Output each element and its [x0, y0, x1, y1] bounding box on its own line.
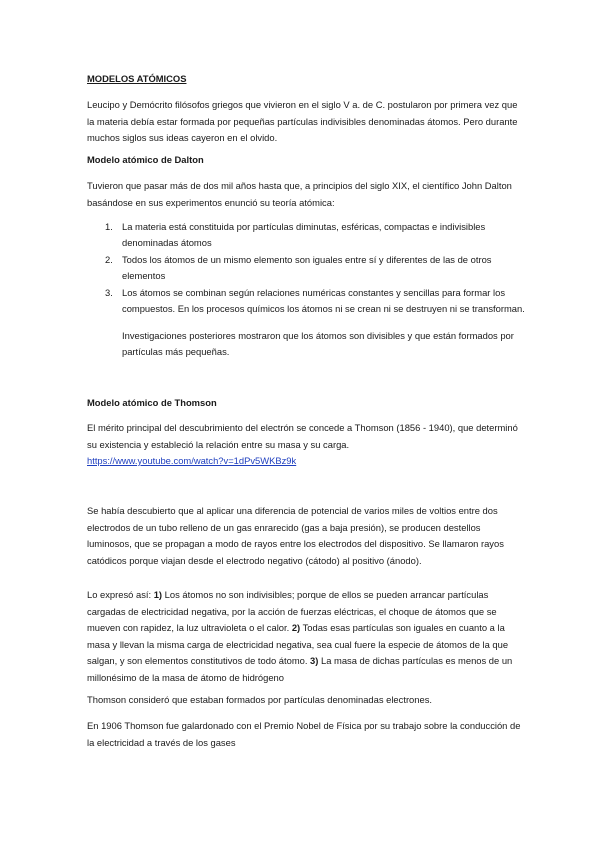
dalton-list	[87, 219, 527, 317]
list-item	[87, 219, 527, 252]
thomson-paragraph-2: Se había descubierto que al aplicar una diferencia de potencial de varios miles de voltios entre dos electrodos de un tubo relleno de un gas enrarecido (gas a baja presión), se producen destellos luminosos, que se propagan a modo de rayos entre los electrodos del dispositivo. Se llamaron rayos catódicos porque viajan desde el electrodo negativo (cátodo) al positivo (ánodo).	[87, 505, 504, 566]
list-item	[87, 285, 527, 318]
list-item-text: La materia está constituida por partículas diminutas, esféricas, compactas e indivisibles denominadas átomos	[122, 221, 486, 249]
p3-intro: Lo expresó así:	[87, 589, 154, 600]
list-item-number: 1.	[105, 221, 113, 232]
dalton-note: Investigaciones posteriores mostraron que los átomos son divisibles y que están formados por partículas más pequeñas.	[122, 330, 514, 358]
video-link[interactable]: https://www.youtube.com/watch?v=1dPv5WKBz9k	[87, 455, 297, 466]
thomson-heading: Modelo atómico de Thomson	[87, 397, 217, 408]
dalton-heading: Modelo atómico de Dalton	[87, 154, 204, 165]
thomson-paragraph-4: Thomson consideró que estaban formados por partículas denominadas electrones.	[87, 694, 432, 705]
list-item-text: Los átomos se combinan según relaciones numéricas constantes y sencillas para formar los compuestos. En los procesos químicos los átomos ni se crean ni se destruyen ni se transforman.	[122, 286, 525, 315]
dalton-paragraph: Tuvieron que pasar más de dos mil años hasta que, a principios del siglo XIX, el científico John Dalton basándose en sus experimentos enunció su teoría atómica:	[87, 180, 512, 208]
thomson-paragraph-3	[87, 587, 527, 687]
thomson-paragraph-1: El mérito principal del descubrimiento del electrón se concede a Thomson (1856 - 1940), que determinó su existencia y estableció la relación entre su masa y su carga.	[87, 422, 518, 450]
document-title: MODELOS ATÓMICOS	[87, 73, 187, 84]
p3-number-3: 3)	[310, 655, 319, 667]
list-item-text: Todos los átomos de un mismo elemento son iguales entre sí y diferentes de las de otros elementos	[122, 253, 492, 282]
thomson-paragraph-5: En 1906 Thomson fue galardonado con el Premio Nobel de Física por su trabajo sobre la conducción de la electricidad a través de los gases	[87, 720, 521, 748]
p3-text-3: La masa de dichas partículas es menos de un millonésimo de la masa de átomo de hidrógeno	[87, 655, 513, 683]
p3-text-2: Todas esas partículas son iguales en cuanto a la masa y llevan la misma carga de electricidad negativa, sea cual fuere la especie de átomos de la que salgan, y son elementos constitutivos de todo átomo.	[87, 622, 509, 667]
p3-number-1: 1)	[153, 589, 163, 600]
intro-paragraph: Leucipo y Demócrito filósofos griegos que vivieron en el siglo V a. de C. postularon por primera vez que la materia debía estar formada por pequeñas partículas indivisibles denominadas átomos. Pero durante muchos siglos sus ideas cayeron en el olvido.	[87, 99, 518, 144]
list-item	[87, 252, 527, 285]
p3-text-1: Los átomos no son indivisibles; porque de ellos se pueden arrancar partículas cargadas de electricidad negativa, por la acción de fuerzas eléctricas, el choque de átomos que se mueven con rapidez, la luz ultravioleta o el calor.	[87, 589, 497, 634]
list-item-number: 3.	[105, 286, 113, 298]
p3-number-2: 2)	[291, 622, 301, 634]
list-item-number: 2.	[105, 253, 113, 265]
video-link-line	[87, 453, 527, 470]
